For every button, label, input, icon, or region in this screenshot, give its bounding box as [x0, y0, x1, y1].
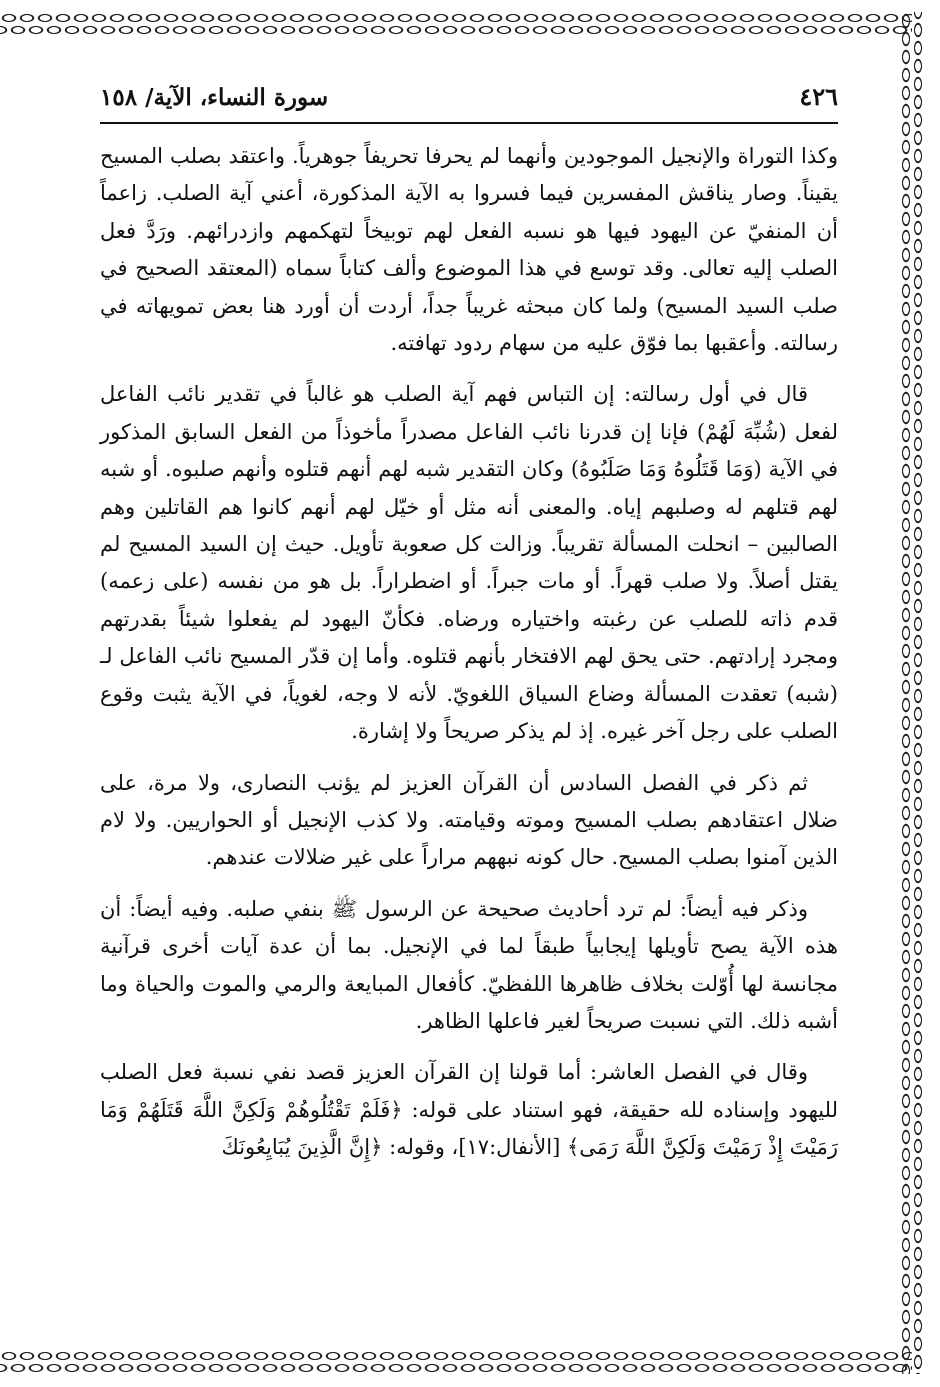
paragraph-4: وذكر فيه أيضاً: لم ترد أحاديث صحيحة عن الرسول ﷺ بنفي صلبه. وفيه أيضاً: أن هذه الآية يصح تأويلها إيجابياً طبقاً لما في الإنجيل. بما أن عدة آيات أخرى قرآنية مجانسة لها أُوّلت بخلاف ظاهرها اللفظيّ. كأفعال المبايعة والرمي والموت والحياة وما أشبه ذلك. التي نسبت صريحاً لغير فاعلها الظاهر.	[100, 896, 838, 1033]
paragraph-2: قال في أول رسالته: إن التباس فهم آية الصلب هو غالباً في تقدير نائب الفاعل لفعل (شُبِّهَ لَهُمْ) فإنا إن قدرنا نائب الفاعل مصدراً مأخوذاً من الفعل السابق المذكور في الآية (وَمَا قَتَلُوهُ وَمَا صَلَبُوهُ) وكان التقدير شبه لهم أنهم قتلوه وأنهم صلبوه. أو شبه لهم قتلهم له وصلبهم إياه. والمعنى أنه مثل أو خيّل لهم أنهم كانوا هم القاتلين وهم الصالبين – انحلت المسألة تقريباً. وزالت كل صعوبة تأويل. حيث إن السيد المسيح لم يقتل أصلاً. ولا صلب قهراً. أو مات جبراً. أو اضطراراً. بل هو من نفسه (على زعمه) قدم ذاته للصلب عن رغبته واختياره ورضاه. فكأنّ اليهود لم يفعلوا شيئاً بقدرتهم ومجرد إرادتهم. حتى يحق لهم الافتخار بأنهم قتلوه. وأما إن قدّر المسيح نائب الفاعل لـ (شبه) تعقدت المسألة وضاع السياق اللغويّ. لأنه لا وجه، لغوياً، في الآية يثبت وقوع الصلب على رجل آخر غيره. إذ لم يذكر صريحاً ولا إشارة.	[100, 382, 838, 744]
top-chain-border	[0, 12, 912, 36]
body-text	[100, 138, 838, 1167]
paragraph-5: وقال في الفصل العاشر: أما قولنا إن القرآن العزيز قصد نفي نسبة فعل الصلب لليهود وإسناده لله حقيقة، فهو استناد على قوله: ﴿فَلَمْ تَقْتُلُوهُمْ وَلَكِنَّ اللَّهَ قَتَلَهُمْ وَمَا رَمَيْتَ إِذْ رَمَيْتَ وَلَكِنَّ اللَّهَ رَمَى﴾ [الأنفال:١٧]، وقوله: ﴿إِنَّ الَّذِينَ يُبَايِعُونَكَ	[100, 1060, 838, 1160]
bottom-chain-border	[0, 1350, 912, 1374]
surah-title: سورة النساء، الآية/ ١٥٨	[100, 84, 329, 111]
paragraph-3: ثم ذكر في الفصل السادس أن القرآن العزيز لم يؤنب النصارى، ولا مرة، على ضلال اعتقادهم بصلب المسيح وموته وقيامته. ولا كذب الإنجيل أو الحواريين. ولا لام الذين آمنوا بصلب المسيح. حال كونه نبههم مراراً على غير ضلالات عندهم.	[100, 770, 838, 870]
running-header	[100, 82, 838, 124]
page-number: ٤٢٦	[799, 82, 838, 111]
right-chain-border	[900, 12, 924, 1374]
paragraph-1: وكذا التوراة والإنجيل الموجودين وأنهما لم يحرفا تحريفاً جوهرياً. واعتقد بصلب المسيح يقيناً. وصار يناقش المفسرين فيما فسروا به الآية المذكورة، أعني آية الصلب. زاعماً أن المنفيّ عن اليهود فيها هو نسبه الفعل لهم توبيخاً لتهكمهم وازدرائهم. ورَدَّ فعل الصلب إليه تعالى. وقد توسع في هذا الموضوع وألف كتاباً سماه (المعتقد الصحيح في صلب السيد المسيح) ولما كان مبحثه غريباً جداً، أردت أن أورد هنا بعض تمويهاته في رسالته. وأعقبها بما فوّق عليه من سهام ردود تهافته.	[100, 144, 838, 356]
book-page	[100, 82, 838, 1342]
